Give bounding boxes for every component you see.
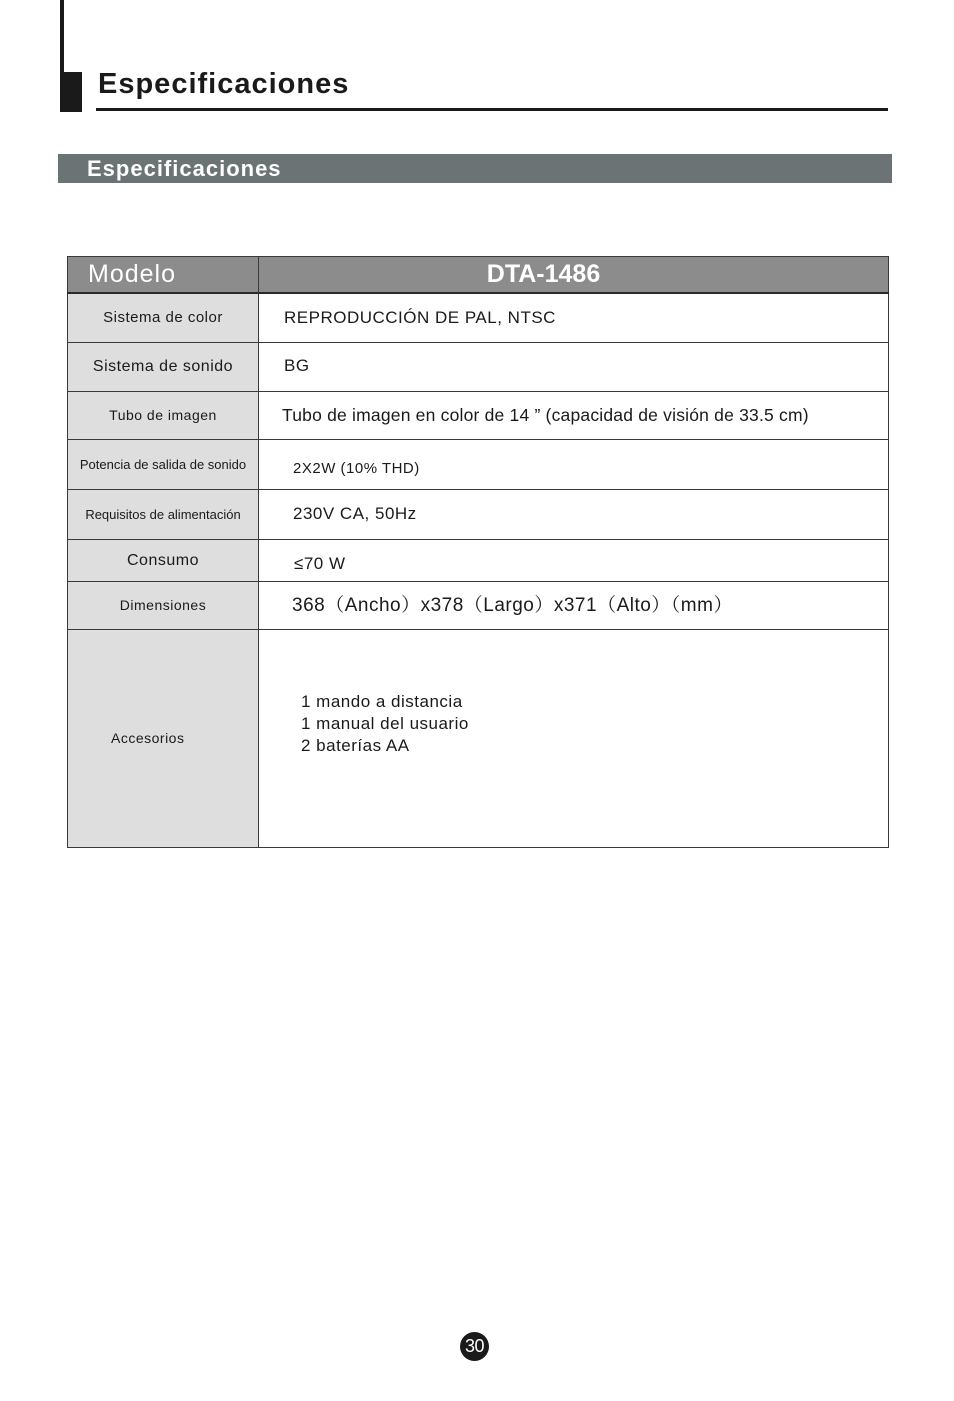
spec-value-cell (259, 630, 889, 848)
spec-value: BG (284, 356, 310, 375)
spec-value-cell (259, 540, 889, 582)
spec-label-cell (68, 630, 259, 848)
spec-label-cell (68, 293, 259, 343)
spec-value: 2X2W (10% THD) (293, 459, 420, 477)
list-item: 1 manual del usuario (301, 713, 469, 733)
list-item: 1 mando a distancia (301, 691, 463, 711)
section-bar (58, 154, 892, 183)
spec-label: Accesorios (111, 729, 185, 746)
spec-value: ≤70 W (294, 553, 346, 573)
spec-row-picture-tube (68, 392, 889, 440)
title-underline (96, 108, 888, 111)
spec-row-dimensions (68, 582, 889, 630)
spec-label-cell (68, 343, 259, 392)
spec-label: Sistema de sonido (92, 358, 234, 375)
spec-label-cell (68, 490, 259, 540)
spec-value-cell (259, 293, 889, 343)
spec-label-cell (68, 540, 259, 582)
spec-row-sound-system (68, 343, 889, 392)
spec-row-power-requirements (68, 490, 889, 540)
model-label: Modelo (88, 259, 176, 288)
spec-label: Consumo (127, 551, 199, 569)
page-number: 30 (460, 1332, 489, 1361)
spec-table (67, 256, 889, 848)
spec-label: Tubo de imagen (109, 406, 217, 423)
section-title: Especificaciones (87, 156, 282, 181)
spec-row-color-system (68, 293, 889, 343)
spec-label-cell (68, 582, 259, 630)
spec-value: REPRODUCCIÓN DE PAL, NTSC (284, 307, 556, 327)
spec-row-accessories (68, 630, 889, 848)
spec-value-cell (259, 490, 889, 540)
spec-label: Requisitos de alimentación (85, 506, 241, 522)
spec-label: Potencia de salida de sonido (79, 456, 247, 472)
spec-row-consumption (68, 540, 889, 582)
model-value-cell (259, 257, 889, 293)
model-name: DTA-1486 (486, 259, 601, 288)
page-title: Especificaciones (98, 68, 350, 100)
spec-value: 230V CA, 50Hz (293, 503, 417, 523)
spec-value: Tubo de imagen en color de 14 ” (capacidad de visión de 33.5 cm) (282, 405, 809, 425)
spec-label: Sistema de color (103, 308, 223, 326)
list-item: 2 baterías AA (301, 735, 410, 755)
chapter-marker (60, 72, 82, 112)
spec-value-cell (259, 440, 889, 490)
spec-value-cell (259, 343, 889, 392)
spec-row-audio-output (68, 440, 889, 490)
spec-label-cell (68, 392, 259, 440)
spec-value-cell (259, 582, 889, 630)
accessories-list (259, 691, 888, 757)
spec-header-row (68, 257, 889, 293)
spec-value: 368（Ancho）x378（Largo）x371（Alto）（mm） (292, 595, 733, 616)
spec-value-cell (259, 392, 889, 440)
spec-label-cell (68, 440, 259, 490)
spec-label: Dimensiones (119, 596, 207, 613)
